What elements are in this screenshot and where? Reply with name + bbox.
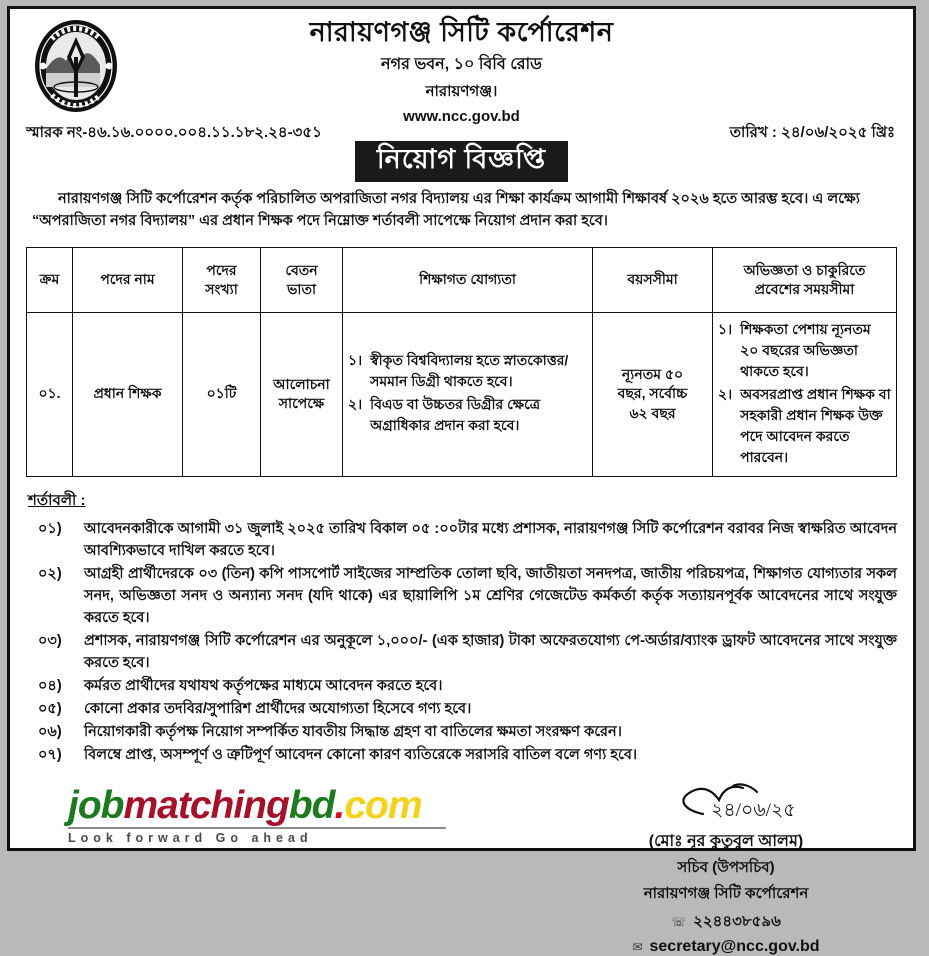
th-post-count-line2: সংখ্যা (205, 280, 238, 297)
th-serial: ক্রম (27, 247, 73, 312)
table-row (27, 312, 897, 476)
logo-tagline: Look forward Go ahead (68, 830, 313, 845)
conditions-heading: শর্তাবলী : (28, 491, 86, 509)
condition-number: ০৪) (38, 677, 62, 694)
signatory-email: secretary@ncc.gov.bd (649, 937, 820, 955)
organization-title: নারায়ণগঞ্জ সিটি কর্পোরেশন (309, 17, 614, 47)
city-corporation-seal-icon (32, 17, 120, 115)
intro-paragraph (26, 188, 897, 233)
education-item-number: ২। (348, 396, 363, 413)
logo-part-matching: matching (123, 783, 289, 827)
cell-experience (713, 312, 897, 476)
conditions-list (26, 518, 897, 766)
cell-post-count: ০১টি (183, 312, 261, 476)
logo-part-com: com (344, 783, 422, 827)
logo-part-bd: bd (288, 783, 335, 827)
condition-text: নিয়োগকারী কর্তৃপক্ষ নিয়োগ সম্পর্কিত যাবতীয় সিদ্ধান্ত গ্রহণ বা বাতিলের ক্ষমতা সংরক্ষণ করেন। (84, 723, 622, 740)
condition-text: বিলম্বে প্রাপ্ত, অসম্পূর্ণ ও ত্রুটিপূর্ণ আবেদন কোনো কারণ ব্যতিরেকে সরাসরি বাতিল বলে গণ্য হবে। (84, 746, 638, 763)
signatory-organization: নারায়ণগঞ্জ সিটি কর্পোরেশন (643, 884, 809, 902)
experience-item-number: ২। (718, 385, 733, 402)
condition-text: কর্মরত প্রার্থীদের যথাযথ কর্তৃপক্ষের মাধ্যমে আবেদন করতে হবে। (84, 677, 443, 694)
document-footer (26, 780, 897, 955)
condition-text: প্রশাসক, নারায়ণগঞ্জ সিটি কর্পোরেশন এর অনুকূলে ১,০০০/- (এক হাজার) টাকা অফেরতযোগ্য পে-অর্ডার/ব্যাংক ড্রাফট আবেদনের সাথে সংযুক্ত করতে হবে। (84, 632, 897, 671)
signatory-email-line (561, 938, 891, 956)
experience-item-number: ১। (718, 320, 733, 337)
table-header-row (27, 247, 897, 312)
cell-age-line3: ৬২ বছর (629, 404, 676, 421)
experience-item-text: শিক্ষকতা পেশায় ন্যূনতম ২০ বছরের অভিজ্ঞতা থাকতে হবে। (740, 320, 871, 379)
organization-address-line-2: নারায়ণগঞ্জ। (425, 83, 498, 101)
education-item (348, 394, 587, 436)
envelope-icon: ✉ (632, 939, 643, 954)
condition-text: কোনো প্রকার তদবির/সুপারিশ প্রার্থীদের অযোগ্যতা হিসেবে গণ্য হবে। (84, 700, 472, 717)
signatory-phone-line (561, 910, 891, 935)
notice-banner-wrap (26, 141, 897, 182)
condition-number: ০১) (38, 520, 62, 537)
signatory-name: (মোঃ নূর কুতুবুল আলম) (648, 832, 804, 850)
education-list (348, 350, 587, 436)
memo-row (26, 121, 897, 145)
intro-line-1: নারায়ণগঞ্জ সিটি কর্পোরেশন কর্তৃক পরিচালিত অপরাজিতা নগর বিদ্যালয় এর শিক্ষা কার্যক্রম আগামী শিক্ষাবর্ষ ২০২৬ হতে আরম্ভ হবে। এ লক্ষ্যে (58, 190, 860, 207)
condition-text: আগ্রহী প্রার্থীদেরকে ০৩ (তিন) কপি পাসপোর্ট সাইজের সাম্প্রতিক তোলা ছবি, জাতীয়তা সনদপত্র, জাতীয় পরিচয়পত্র, শিক্ষাগত যোগ্যতার সকল সনদ, অভিজ্ঞতা সনদ ও অন্যান্য সনদ (যদি থাকে) এর ছায়ালিপি ১ম শ্রেণির গেজেটেড কর্মকর্তা কর্তৃক সত্যায়নপূর্বক আবেদনের সাথে সংযুক্ত করতে হবে। (84, 565, 897, 626)
experience-item (718, 319, 891, 382)
th-education: শিক্ষাগত যোগ্যতা (343, 247, 593, 312)
condition-number: ০৩) (38, 632, 62, 649)
signature-block (561, 780, 891, 956)
condition-item (26, 563, 897, 629)
education-item (348, 350, 587, 392)
logo-part-dot: . (334, 783, 345, 827)
condition-number: ০৬) (38, 723, 62, 740)
condition-text: আবেদনকারীকে আগামী ৩১ জুলাই ২০২৫ তারিখ বিকাল ০৫ :০০টার মধ্যে প্রশাসক, নারায়ণগঞ্জ সিটি কর্পোরেশন বরাবর নিজ স্বাক্ষরিত আবেদন আবশ্যিকভাবে দাখিল করতে হবে। (84, 520, 897, 559)
th-experience (713, 247, 897, 312)
memo-date: তারিখ : ২৪/০৬/২০২৫ খ্রিঃ (729, 124, 895, 141)
condition-item (26, 518, 897, 562)
condition-item (26, 721, 897, 743)
jobmatchingbd-watermark-logo (68, 783, 468, 845)
logo-wordmark (68, 783, 468, 827)
notice-page (7, 6, 916, 955)
organization-website: www.ncc.gov.bd (403, 108, 520, 126)
condition-number: ০২) (38, 565, 62, 582)
vacancy-table (26, 247, 897, 477)
condition-item (26, 675, 897, 697)
th-salary-line2: ভাতা (286, 280, 317, 297)
condition-item (26, 630, 897, 674)
handwritten-signature-icon (561, 780, 891, 828)
cell-salary (261, 312, 343, 476)
document-header (26, 15, 897, 126)
cell-age-limit (593, 312, 713, 476)
education-item-number: ১। (348, 352, 363, 369)
th-post-name: পদের নাম (73, 247, 183, 312)
condition-item (26, 744, 897, 766)
logo-divider (68, 827, 446, 829)
cell-serial: ০১. (27, 312, 73, 476)
th-experience-line2: প্রবেশের সময়সীমা (754, 280, 855, 297)
logo-part-job: job (68, 783, 124, 827)
cell-post-name: প্রধান শিক্ষক (73, 312, 183, 476)
education-item-text: স্বীকৃত বিশ্ববিদ্যালয় হতে স্নাতকোত্তর/সমমান ডিগ্রী থাকতে হবে। (370, 352, 569, 390)
cell-salary-line2: সাপেক্ষে (278, 395, 325, 412)
organization-heading-block (26, 15, 897, 125)
telephone-icon: ☏ (671, 915, 687, 930)
th-salary-line1: বেতন (285, 261, 318, 278)
cell-age-line1: ন্যূনতম ৫০ (621, 365, 684, 382)
cell-age-line2: বছর, সর্বোচ্চ (617, 385, 688, 402)
experience-item-text: অবসরপ্রাপ্ত প্রধান শিক্ষক বা সহকারী প্রধান শিক্ষক উক্ত পদে আবেদন করতে পারবেন। (740, 385, 891, 465)
th-age-limit: বয়সসীমা (593, 247, 713, 312)
th-post-count-line1: পদের (206, 261, 237, 278)
condition-item (26, 698, 897, 720)
condition-number: ০৭) (38, 746, 62, 763)
condition-number: ০৫) (38, 700, 62, 717)
experience-item (718, 384, 891, 468)
th-post-count (183, 247, 261, 312)
experience-list (718, 319, 891, 468)
education-item-text: বিএড বা উচ্চতর ডিগ্রীর ক্ষেত্রে অগ্রাধিকার প্রদান করা হবে। (370, 396, 541, 434)
intro-line-2: “অপরাজিতা নগর বিদ্যালয়” এর প্রধান শিক্ষক পদে নিম্নোক্ত শর্তাবলী সাপেক্ষে নিয়োগ প্রদান করা হবে। (32, 213, 608, 230)
memo-number: স্মারক নং-৪৬.১৬.০০০০.০০৪.১১.১৮২.২৪-৩৫১ (26, 124, 322, 141)
svg-text:২৪/০৬/২৫: ২৪/০৬/২৫ (711, 799, 796, 821)
notice-title-banner: নিয়োগ বিজ্ঞপ্তি (355, 141, 568, 182)
cell-salary-line1: আলোচনা (273, 375, 330, 392)
cell-education (343, 312, 593, 476)
th-salary (261, 247, 343, 312)
th-experience-line1: অভিজ্ঞতা ও চাকুরিতে (743, 261, 866, 278)
organization-address-line-1: নগর ভবন, ১০ বিবি রোড (381, 56, 542, 74)
signatory-designation: সচিব (উপসচিব) (677, 858, 775, 876)
signatory-phone: ২২৪৪৩৮৫৯৬ (693, 912, 781, 930)
